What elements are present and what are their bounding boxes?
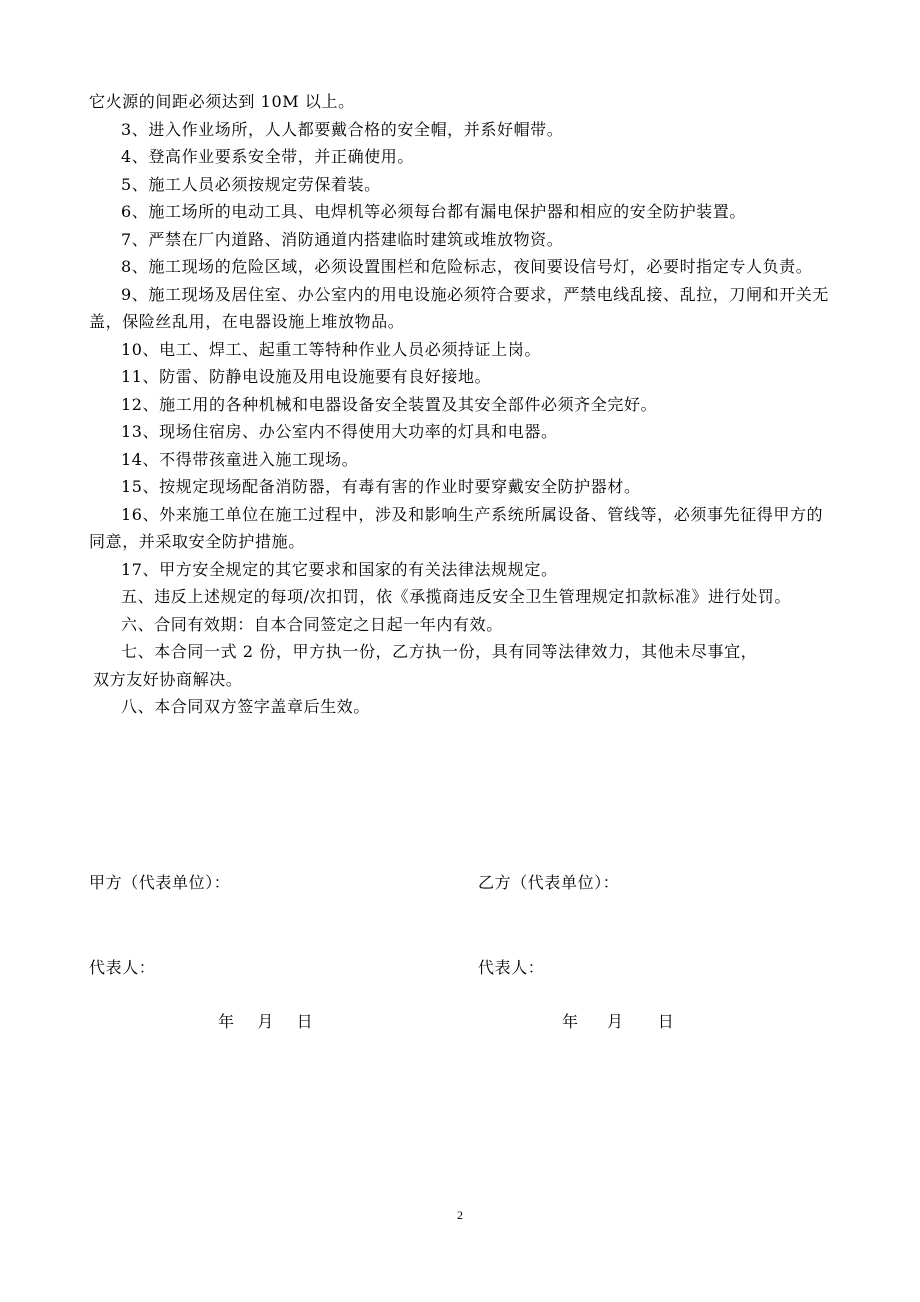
party-b-representative-label: 代表人： <box>478 958 545 977</box>
paragraph-continuation: 它火源的间距必须达到 10M 以上。 <box>89 92 355 111</box>
party-a-unit-label: 甲方（代表单位）： <box>89 873 231 892</box>
clause-14: 14、不得带孩童进入施工现场。 <box>121 449 359 469</box>
party-b-date-label: 年 月 日 <box>562 1012 675 1031</box>
clause-16: 16、外来施工单位在施工过程中，涉及和影响生产系统所属设备、管线等，必须事先征得甲方的同意，并采取安全防护措施。 <box>89 504 824 551</box>
clause-3: 3、进入作业场所，人人都要戴合格的安全帽，并系好帽带。 <box>121 119 564 139</box>
party-a-representative-label: 代表人： <box>89 958 156 977</box>
party-a-date-label: 年 月 日 <box>218 1012 314 1031</box>
section-7-continuation: 双方友好协商解决。 <box>93 669 243 689</box>
section-8: 八、本合同双方签字盖章后生效。 <box>121 697 371 716</box>
page-number: 2 <box>457 1208 463 1222</box>
clause-11: 11、防雷、防静电设施及用电设施要有良好接地。 <box>121 367 492 386</box>
section-5: 五、违反上述规定的每项/次扣罚，依《承揽商违反安全卫生管理规定扣款标准》进行处罚。 <box>121 587 791 606</box>
section-7: 七、本合同一式 2 份，甲方执一份，乙方执一份，具有同等法律效力，其他未尽事宜， <box>121 642 758 661</box>
clause-4: 4、登高作业要系安全带，并正确使用。 <box>121 147 414 166</box>
clause-5: 5、施工人员必须按规定劳保着装。 <box>121 174 381 194</box>
clause-8: 8、施工现场的危险区域，必须设置围栏和危险标志，夜间要设信号灯，必要时指定专人负责。 <box>121 257 813 276</box>
clause-10: 10、电工、焊工、起重工等特种作业人员必须持证上岗。 <box>121 339 541 359</box>
clause-6: 6、施工场所的电动工具、电焊机等必须每台都有漏电保护器和相应的安全防护装置。 <box>121 202 746 221</box>
section-6: 六、合同有效期：自本合同签定之日起一年内有效。 <box>121 614 503 634</box>
clause-7: 7、严禁在厂内道路、消防通道内搭建临时建筑或堆放物资。 <box>121 229 564 249</box>
contract-body <box>89 88 829 721</box>
clause-9: 9、施工现场及居住室、办公室内的用电设施必须符合要求，严禁电线乱接、乱拉，刀闸和开关无盖，保险丝乱用，在电器设施上堆放物品。 <box>89 284 829 331</box>
party-b-unit-label: 乙方（代表单位）： <box>478 873 620 892</box>
clause-15: 15、按规定现场配备消防器，有毒有害的作业时要穿戴安全防护器材。 <box>121 477 641 496</box>
clause-13: 13、现场住宿房、办公室内不得使用大功率的灯具和电器。 <box>121 422 558 441</box>
clause-12: 12、施工用的各种机械和电器设备安全装置及其安全部件必须齐全完好。 <box>121 394 658 414</box>
clause-17: 17、甲方安全规定的其它要求和国家的有关法律法规规定。 <box>121 559 558 579</box>
